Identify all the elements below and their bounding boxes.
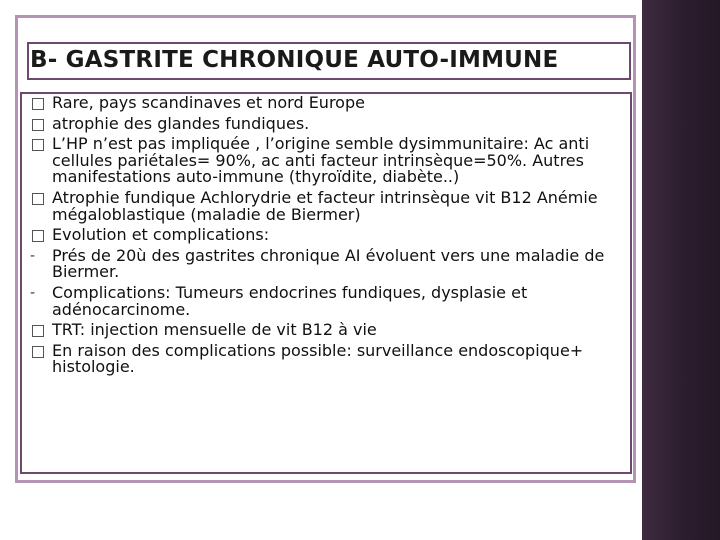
list-item-text: En raison des complications possible: surveillance endoscopique+ histologie. — [52, 340, 584, 377]
list-item-text: atrophie des glandes fundiques. — [52, 113, 310, 133]
list-item-text: Prés de 20ù des gastrites chronique AI évoluent vers une maladie de Biermer. — [52, 245, 605, 282]
list-item — [30, 245, 628, 282]
list-item — [30, 113, 628, 133]
list-item-text: L’HP n’est pas impliquée , l’origine semble dysimmunitaire: Ac anti cellules pariétales= 90%, ac anti facteur intrinsèque=50%. Autres manifestations auto-immune (thyroïdite, diabète..) — [52, 134, 590, 187]
slide-title: B- GASTRITE CHRONIQUE AUTO-IMMUNE — [30, 47, 559, 73]
list-item — [30, 282, 628, 319]
list-item — [30, 227, 628, 244]
bullet-list — [30, 95, 628, 380]
list-item — [30, 136, 628, 186]
dash-bullet: - — [30, 284, 36, 301]
list-item-text: Complications: Tumeurs endocrines fundiques, dysplasie et adénocarcinome. — [52, 282, 528, 319]
checkbox-bullet-icon — [30, 116, 50, 135]
checkbox-bullet-icon — [30, 322, 50, 341]
list-item — [30, 322, 628, 339]
checkbox-bullet-icon — [30, 343, 50, 362]
checkbox-bullet-icon — [30, 190, 50, 209]
list-item-text: Evolution et complications: — [52, 225, 270, 245]
list-item-text: Rare, pays scandinaves et nord Europe — [52, 93, 365, 112]
list-item — [30, 95, 628, 112]
checkbox-bullet-icon — [30, 95, 50, 114]
checkbox-bullet-icon — [30, 227, 50, 246]
list-item — [30, 340, 628, 377]
decorative-side-band — [642, 0, 720, 540]
list-item — [30, 187, 628, 224]
checkbox-bullet-icon — [30, 136, 50, 155]
list-item-text: Atrophie fundique Achlorydrie et facteur intrinsèque vit B12 Anémie mégaloblastique (maladie de Biermer) — [52, 187, 598, 224]
list-item-text: TRT: injection mensuelle de vit B12 à vie — [52, 320, 377, 340]
dash-bullet: - — [30, 247, 36, 264]
